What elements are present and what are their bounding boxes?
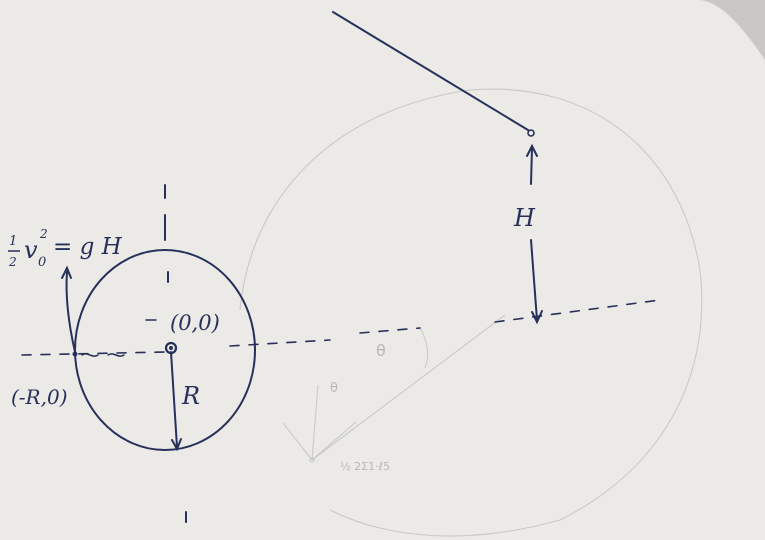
radius-label: R xyxy=(182,382,201,410)
equation-squared: 2 xyxy=(40,227,48,241)
equation-rhs: = g H xyxy=(53,234,122,260)
left-point xyxy=(73,352,78,357)
equation-half-num: 1 xyxy=(9,234,18,249)
height-label: H xyxy=(514,204,535,232)
ghost-theta: θ xyxy=(376,341,386,360)
equation-velocity: v xyxy=(24,236,38,264)
ghost-arc-label: θ xyxy=(330,381,338,396)
origin-point-inner xyxy=(169,346,173,350)
ramp-end-point xyxy=(528,130,534,136)
origin-label: (0,0) xyxy=(170,311,220,335)
left-point-label: (-R,0) xyxy=(11,385,68,409)
ghost-vector-text: ½ 2Σ1·ℓ5 xyxy=(340,460,391,473)
equation-subscript: 0 xyxy=(38,255,47,270)
equation-half-den: 2 xyxy=(9,255,17,269)
height-arrow-upper xyxy=(531,148,532,184)
